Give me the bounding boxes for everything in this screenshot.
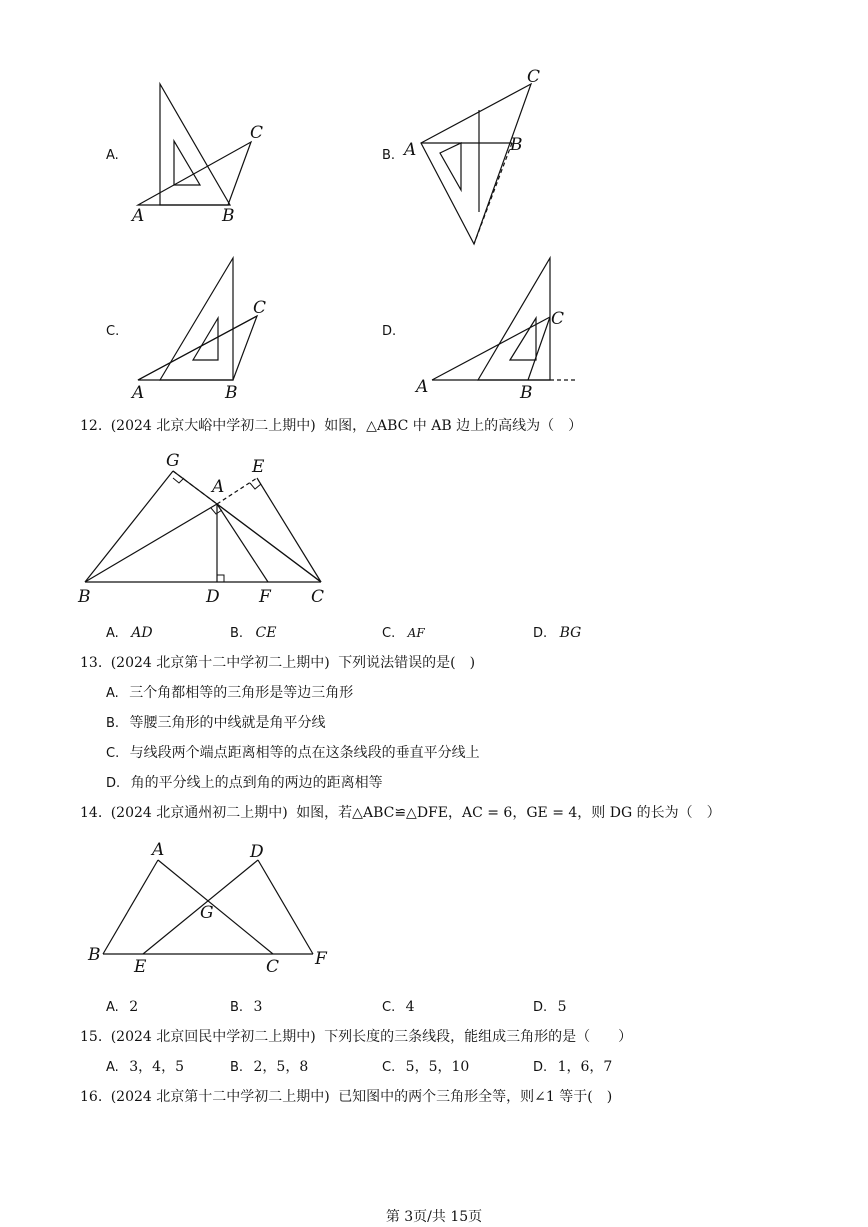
q11a-label-c: C — [250, 123, 264, 143]
q16-source: (2024 北京第十二中学初二上期中) — [110, 1089, 330, 1105]
q11-option-c-letter: C. — [106, 324, 120, 339]
q15-source: (2024 北京回民中学初二上期中) — [110, 1029, 316, 1045]
q12-option-d[interactable]: D. BG — [533, 625, 582, 641]
q14-label-e: E — [134, 957, 147, 977]
q15-stem — [80, 1027, 632, 1047]
q14-option-a[interactable]: A. 2 — [106, 999, 139, 1015]
q12-number: 12. — [80, 418, 103, 434]
q11b-label-c: C — [527, 67, 541, 87]
q14-option-b[interactable]: B. 3 — [230, 999, 263, 1015]
q11b-label-a: A — [404, 140, 417, 160]
q14-label-b: B — [88, 945, 101, 965]
q14-label-c: C — [266, 957, 280, 977]
q14-label-f: F — [315, 949, 327, 969]
q12-label-b: B — [78, 587, 91, 607]
q12-label-a: A — [212, 477, 225, 497]
q11c-label-b: B — [225, 383, 238, 403]
q12-text: 如图，△ABC 中 AB 边上的高线为（ ） — [324, 418, 583, 434]
q11d-label-c: C — [551, 309, 565, 329]
q11a-label-b: B — [222, 206, 235, 226]
q16-text: 已知图中的两个三角形全等，则∠1 等于( ) — [338, 1089, 613, 1105]
q15-number: 15. — [80, 1029, 103, 1045]
q11d-label-a: A — [416, 377, 429, 397]
q11d-label-b: B — [520, 383, 533, 403]
q12-source: (2024 北京大峪中学初二上期中) — [110, 418, 316, 434]
q14-label-d: D — [250, 842, 264, 862]
q15-option-c[interactable]: C. 5，5，10 — [382, 1059, 470, 1075]
q14-option-c[interactable]: C. 4 — [382, 999, 415, 1015]
q13-source: (2024 北京第十二中学初二上期中) — [110, 655, 330, 671]
q11-option-b-letter: B. — [382, 148, 396, 163]
q13-number: 13. — [80, 655, 103, 671]
q12-option-b[interactable]: B. CE — [230, 625, 277, 641]
q13-option-b[interactable]: B. 等腰三角形的中线就是角平分线 — [106, 715, 326, 731]
q13-option-a[interactable]: A. 三个角都相等的三角形是等边三角形 — [106, 685, 354, 701]
q14-number: 14. — [80, 805, 103, 821]
q14-label-g: G — [200, 903, 214, 923]
q11a-label-a: A — [132, 206, 145, 226]
q11-option-d-letter: D. — [382, 324, 397, 339]
q14-text: 如图，若△ABC≌△DFE，AC = 6，GE = 4，则 DG 的长为（ ） — [296, 805, 721, 821]
q16-stem — [80, 1087, 612, 1107]
q12-option-a[interactable]: A. AD — [106, 625, 153, 641]
q11c-label-a: A — [132, 383, 145, 403]
q15-option-b[interactable]: B. 2，5，8 — [230, 1059, 309, 1075]
q13-option-d[interactable]: D. 角的平分线上的点到角的两边的距离相等 — [106, 775, 383, 791]
q16-number: 16. — [80, 1089, 103, 1105]
q12-label-d: D — [206, 587, 220, 607]
page-footer: 第 3页/共 15页 — [385, 1209, 483, 1225]
q15-text: 下列长度的三条线段，能组成三角形的是（ ） — [324, 1029, 633, 1045]
q14-source: (2024 北京通州初二上期中) — [110, 805, 288, 821]
q11c-label-c: C — [253, 298, 267, 318]
q13-text: 下列说法错误的是( ) — [338, 655, 476, 671]
q15-option-d[interactable]: D. 1，6，7 — [533, 1059, 613, 1075]
q11-option-a-letter: A. — [106, 148, 119, 163]
q12-label-f: F — [259, 587, 271, 607]
q12-label-e: E — [252, 457, 265, 477]
q14-label-a: A — [152, 840, 165, 860]
q14-option-d[interactable]: D. 5 — [533, 999, 567, 1015]
q12-label-c: C — [311, 587, 325, 607]
q15-option-a[interactable]: A. 3，4，5 — [106, 1059, 184, 1075]
q11b-label-b: B — [510, 135, 523, 155]
q13-option-c[interactable]: C. 与线段两个端点距离相等的点在这条线段的垂直平分线上 — [106, 745, 480, 761]
q12-option-c[interactable]: C. AF — [382, 626, 425, 641]
q12-label-g: G — [166, 451, 180, 471]
